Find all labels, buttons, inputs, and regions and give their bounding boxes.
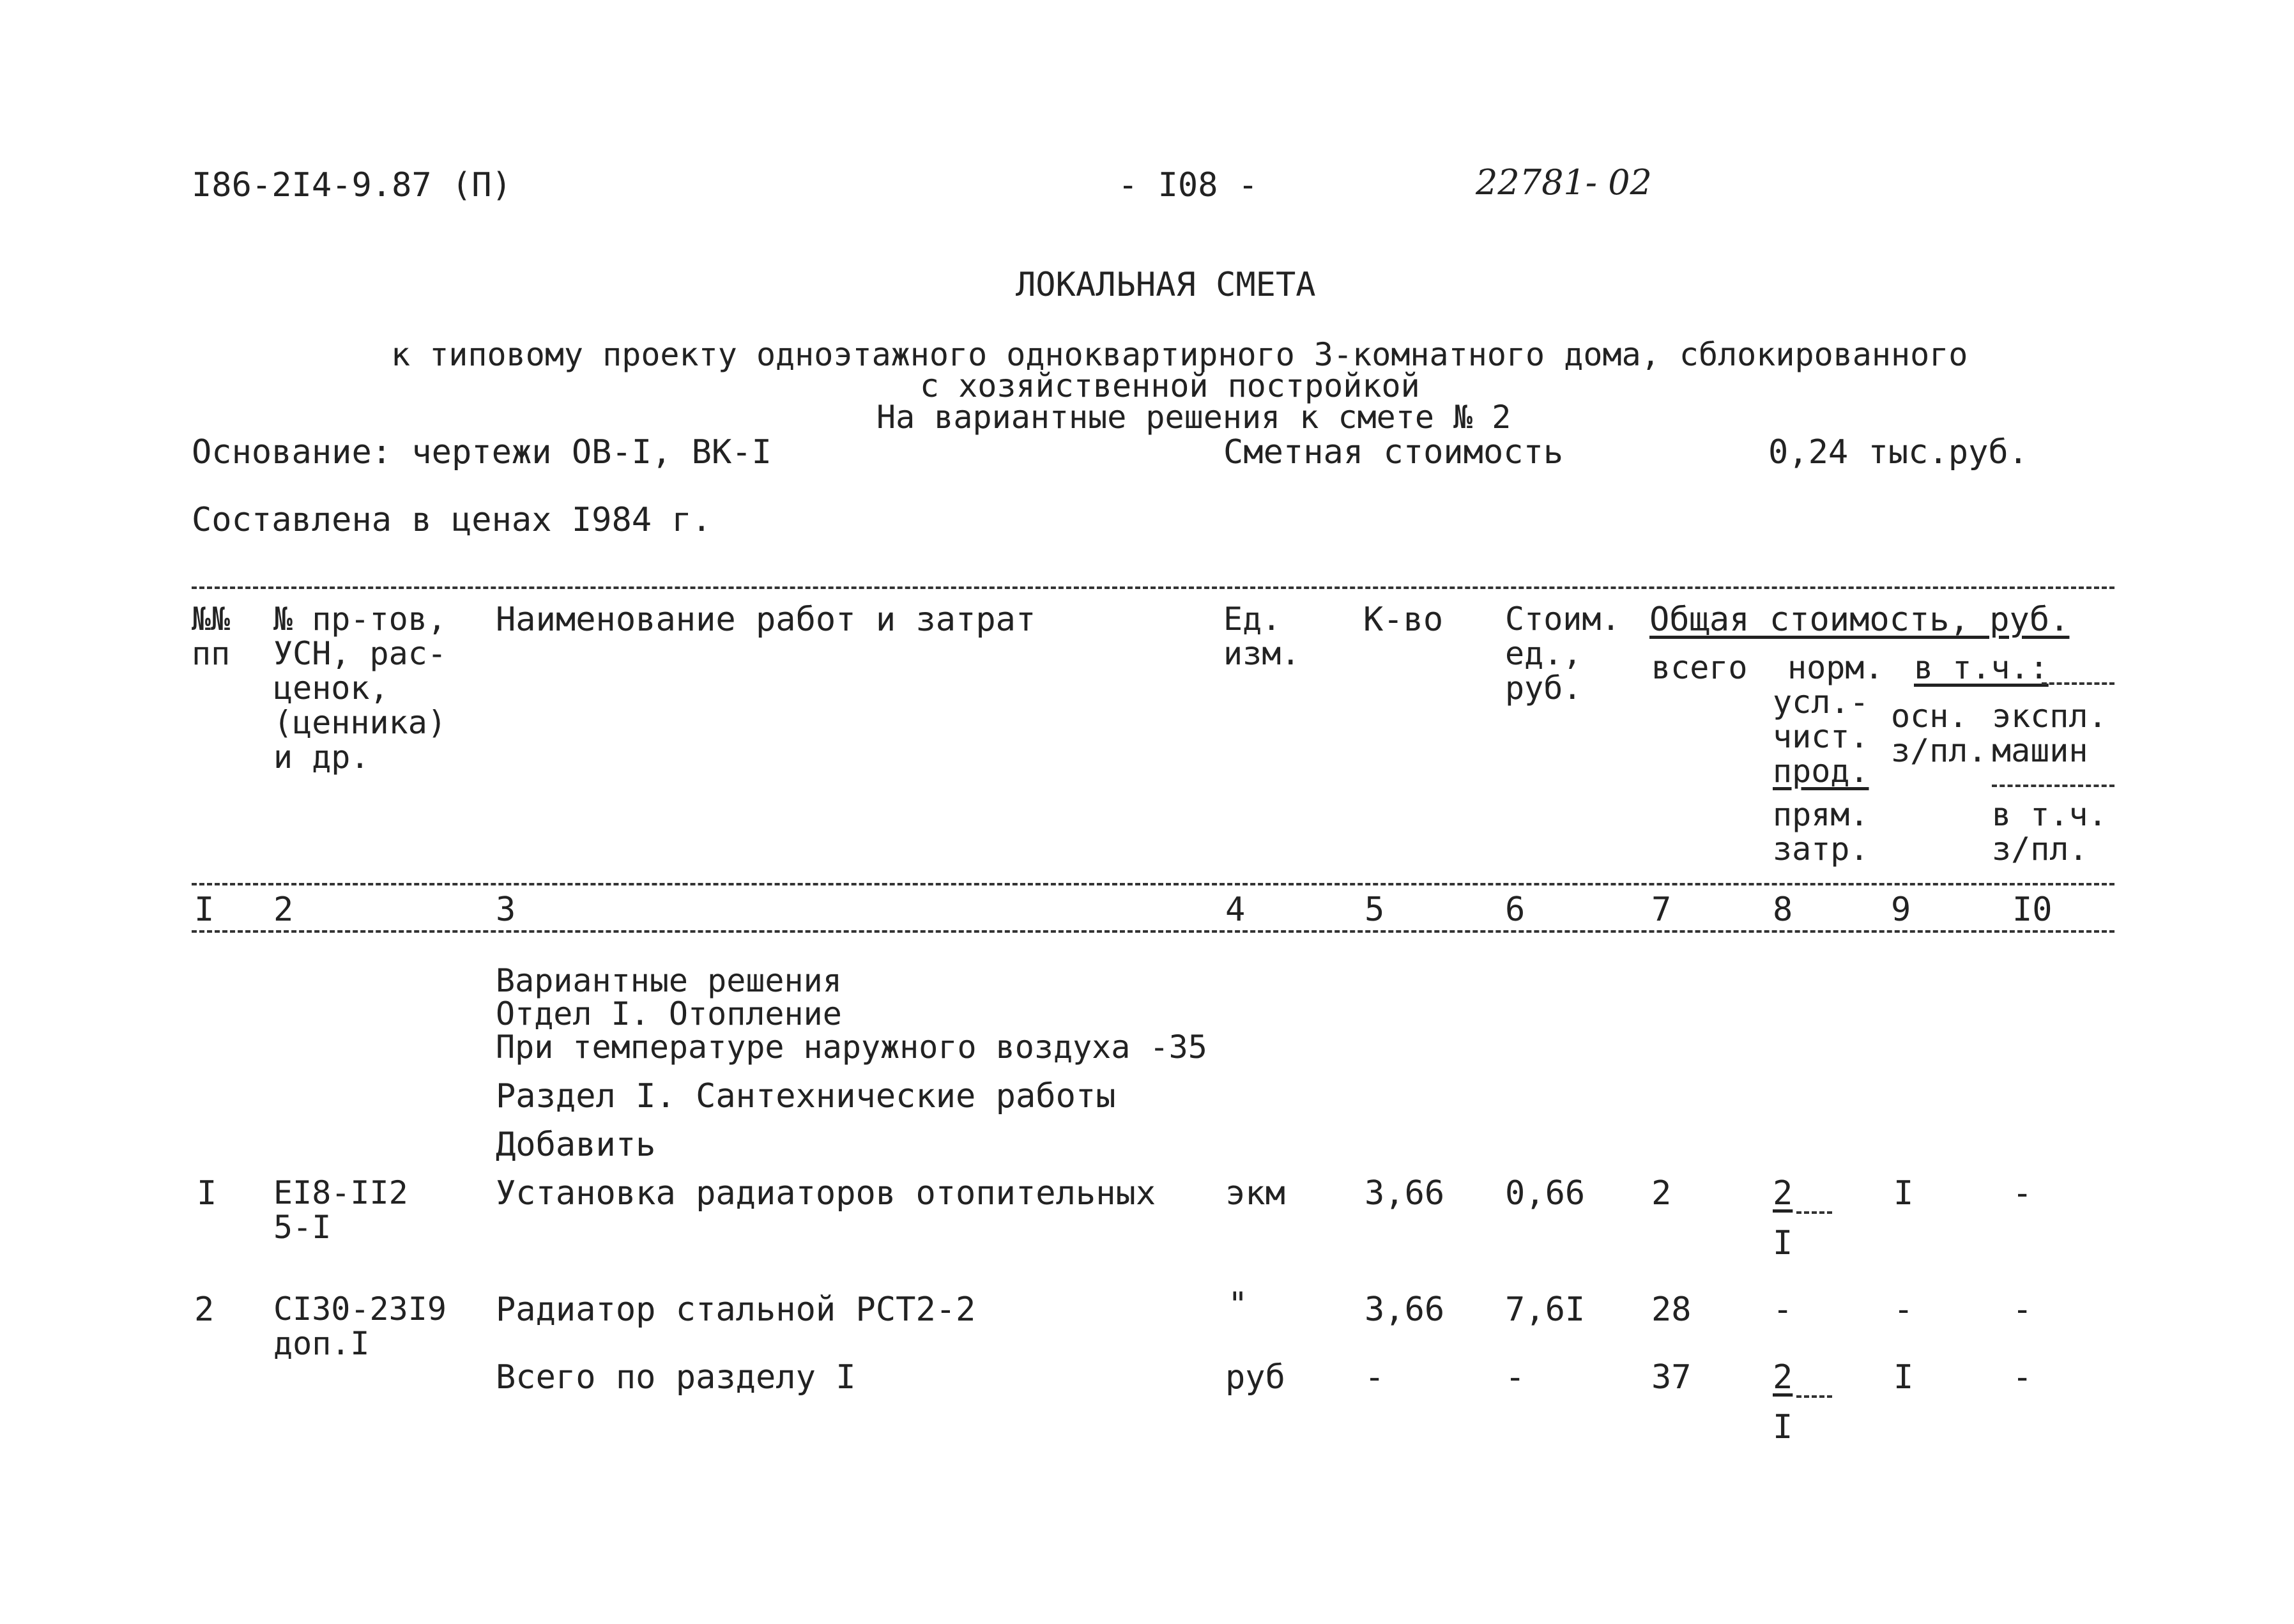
table-row-1-unit: экм [1225, 1174, 1285, 1213]
section-line-2: Отдел I. Отопление [496, 995, 842, 1032]
section-total-label: Всего по разделу I [496, 1358, 856, 1397]
prices-note: Составлена в ценах I984 г. [192, 501, 712, 539]
header-col-unit-cost: Стоим. ед., руб. [1505, 601, 1621, 707]
page-number: - I08 - [1118, 166, 1258, 204]
col-number-4: 4 [1225, 891, 1246, 929]
section-total-value: 37 [1651, 1358, 1692, 1397]
table-row-1-machines: - [2012, 1174, 2033, 1213]
col-number-7: 7 [1651, 891, 1672, 929]
header-col-norm: норм. [1787, 649, 1884, 686]
section-total-qty: - [1365, 1358, 1385, 1397]
table-row-2-machines: - [2012, 1291, 2033, 1329]
table-row-2-qty: 3,66 [1365, 1291, 1445, 1329]
title-line-2: с хозяйственной постройкой [920, 367, 1420, 404]
header-incl: в т.ч.: [1914, 649, 2049, 686]
section-line-1: Вариантные решения [496, 962, 842, 999]
table-row-1-direct-cost: I [1773, 1224, 1793, 1262]
col-number-6: 6 [1505, 891, 1526, 929]
table-row-2-base-wage: - [1893, 1291, 1914, 1329]
header-total-cost: Общая стоимость, руб. [1649, 601, 2070, 639]
header-col-num: №№ пп [192, 601, 231, 672]
section-line-5: Добавить [496, 1126, 656, 1164]
section-total-unit-cost: - [1505, 1358, 1526, 1397]
col-number-5: 5 [1365, 891, 1385, 929]
table-row-2-unit: " [1228, 1285, 1248, 1324]
basis-text: Основание: чертежи ОВ-I, ВК-I [192, 433, 772, 471]
section-line-3: При температуре наружного воздуха -35 [496, 1029, 1207, 1066]
header-col-total: всего [1651, 649, 1748, 686]
title-line-3: На вариантные решения к смете № 2 [876, 399, 1511, 436]
table-row-1-code: EI8-II2 5-I [273, 1174, 408, 1246]
header-col-code: № пр-тов, УСН, рас- ценок, (ценника) и др. [273, 601, 447, 776]
header-machines-rule [1992, 785, 2114, 787]
col-number-9: 9 [1891, 891, 1911, 929]
col-number-3: 3 [496, 891, 516, 929]
table-row-1-qty: 3,66 [1365, 1174, 1445, 1213]
table-row-2-net-prod: - [1773, 1291, 1793, 1329]
table-row-1-base-wage: I [1893, 1174, 1914, 1213]
handwritten-number: 22781- 02 [1476, 162, 1652, 203]
header-col-qty: К-во [1363, 601, 1444, 639]
section-line-4: Раздел I. Сантехнические работы [496, 1077, 1116, 1115]
table-row-1-total: 2 [1651, 1174, 1672, 1213]
col-number-10: I0 [2012, 891, 2053, 929]
document-title: ЛОКАЛЬНАЯ СМЕТА [1016, 266, 1316, 304]
title-line-1: к типовому проекту одноэтажного одноквартирного 3-комнатного дома, сблокированного [391, 336, 1968, 373]
section-total-net-prod: 2 [1773, 1358, 1793, 1397]
table-row-1-net-prod: 2 [1773, 1174, 1793, 1213]
column-numbers-rule [192, 930, 2114, 933]
cost-value: 0,24 тыс.руб. [1768, 433, 2028, 471]
header-col-name: Наименование работ и затрат [496, 601, 1036, 639]
header-incl-rule [2042, 682, 2114, 685]
section-total-direct-cost: I [1773, 1408, 1793, 1446]
section-total-net-prod-rule [1796, 1395, 1832, 1398]
table-row-2-num: 2 [194, 1291, 215, 1329]
cost-label: Сметная стоимость [1223, 433, 1564, 471]
table-top-rule [192, 586, 2114, 589]
col-number-1: I [194, 891, 215, 929]
header-col-direct-cost: прям. затр. [1773, 796, 1869, 868]
header-col-machines: экспл. машин [1992, 698, 2107, 769]
table-row-1-unit-cost: 0,66 [1505, 1174, 1586, 1213]
section-total-unit: руб [1225, 1358, 1285, 1397]
header-bottom-rule [192, 883, 2114, 885]
header-col-machines-wage: в т.ч. з/пл. [1992, 796, 2107, 868]
table-row-1-num: I [197, 1174, 217, 1213]
document-code: I86-2I4-9.87 (П) [192, 166, 512, 204]
section-total-base-wage: I [1893, 1358, 1914, 1397]
table-row-2-name: Радиатор стальной РСТ2-2 [496, 1291, 976, 1329]
table-row-2-total: 28 [1651, 1291, 1692, 1329]
table-row-2-unit-cost: 7,6I [1505, 1291, 1586, 1329]
section-total-machines: - [2012, 1358, 2033, 1397]
col-number-2: 2 [273, 891, 294, 929]
table-row-1-name: Установка радиаторов отопительных [496, 1174, 1156, 1213]
header-col-unit: Ед. изм. [1223, 601, 1301, 672]
header-col-base-wage: осн. з/пл. [1891, 698, 1987, 769]
table-row-2-code: CI30-23I9 доп.I [273, 1291, 447, 1362]
header-col-prod: прод. [1773, 753, 1869, 790]
table-row-1-net-prod-rule [1796, 1211, 1832, 1214]
col-number-8: 8 [1773, 891, 1793, 929]
header-col-net-prod: усл.- чист. [1773, 684, 1869, 755]
